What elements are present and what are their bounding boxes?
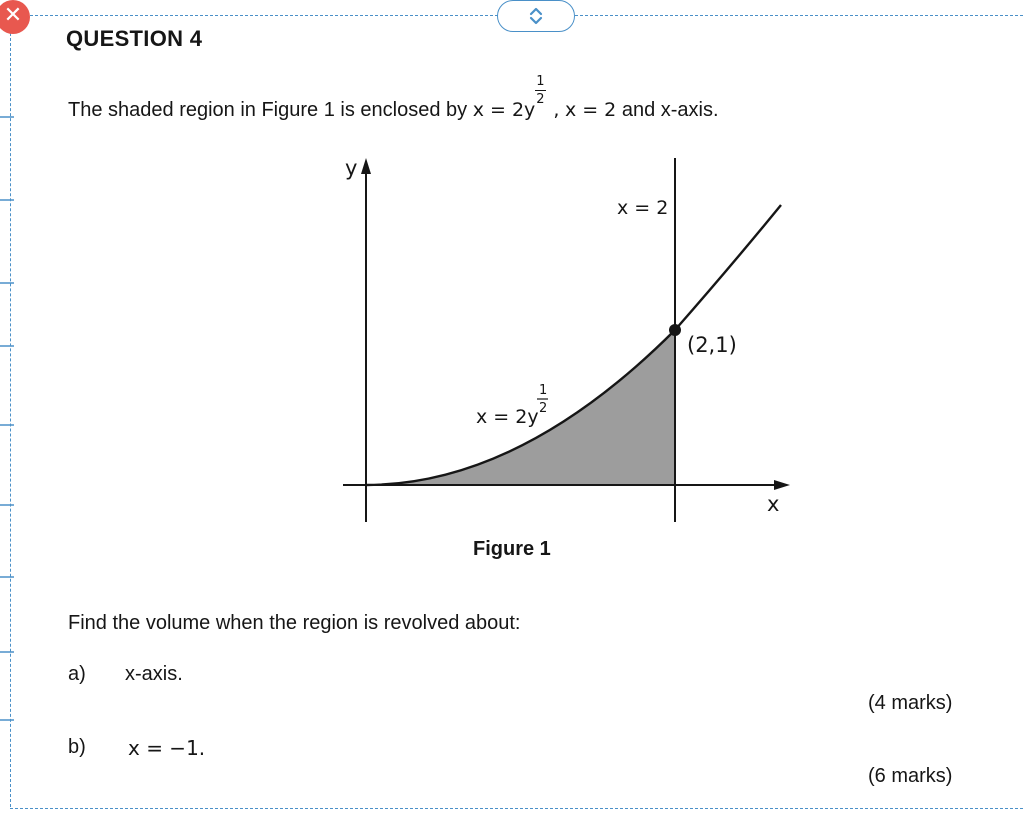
part-a-marks: (4 marks) — [868, 692, 953, 714]
curve-label-exp-den: 2 — [539, 401, 548, 416]
curve-label-exp-num: 1 — [539, 383, 548, 398]
line-equation: x = 2 — [564, 99, 617, 121]
x-axis-arrow — [774, 480, 790, 490]
intro-end: and x-axis. — [621, 99, 719, 121]
question-title: QUESTION 4 — [66, 26, 203, 51]
y-axis-arrow — [361, 158, 371, 174]
equation-separator: , — [553, 99, 560, 121]
curve-label: x = 2y — [476, 406, 539, 428]
part-b-label: b) — [68, 736, 86, 758]
part-b-marks: (6 marks) — [868, 765, 953, 787]
part-a-label: a) — [68, 663, 86, 685]
exponent-fraction: $\frac{1}{2}$ — [536, 74, 545, 107]
point-label: (2,1) — [687, 333, 737, 357]
find-instruction: Find the volume when the region is revolved about: — [68, 612, 521, 634]
y-axis-label: y — [345, 156, 358, 180]
part-a-text: x-axis. — [125, 663, 183, 685]
x-axis-label: x — [767, 492, 780, 516]
figure-caption: Figure 1 — [473, 538, 551, 560]
intro-text: The shaded region in Figure 1 is enclosed by — [68, 99, 468, 121]
curve-equation: x = 2y $\frac{1}{2}$ — [473, 99, 554, 121]
intersection-point — [669, 324, 681, 336]
close-icon[interactable]: ✕ — [0, 0, 30, 34]
part-b-text: x = −1. — [128, 736, 206, 760]
line-label: x = 2 — [617, 197, 669, 219]
